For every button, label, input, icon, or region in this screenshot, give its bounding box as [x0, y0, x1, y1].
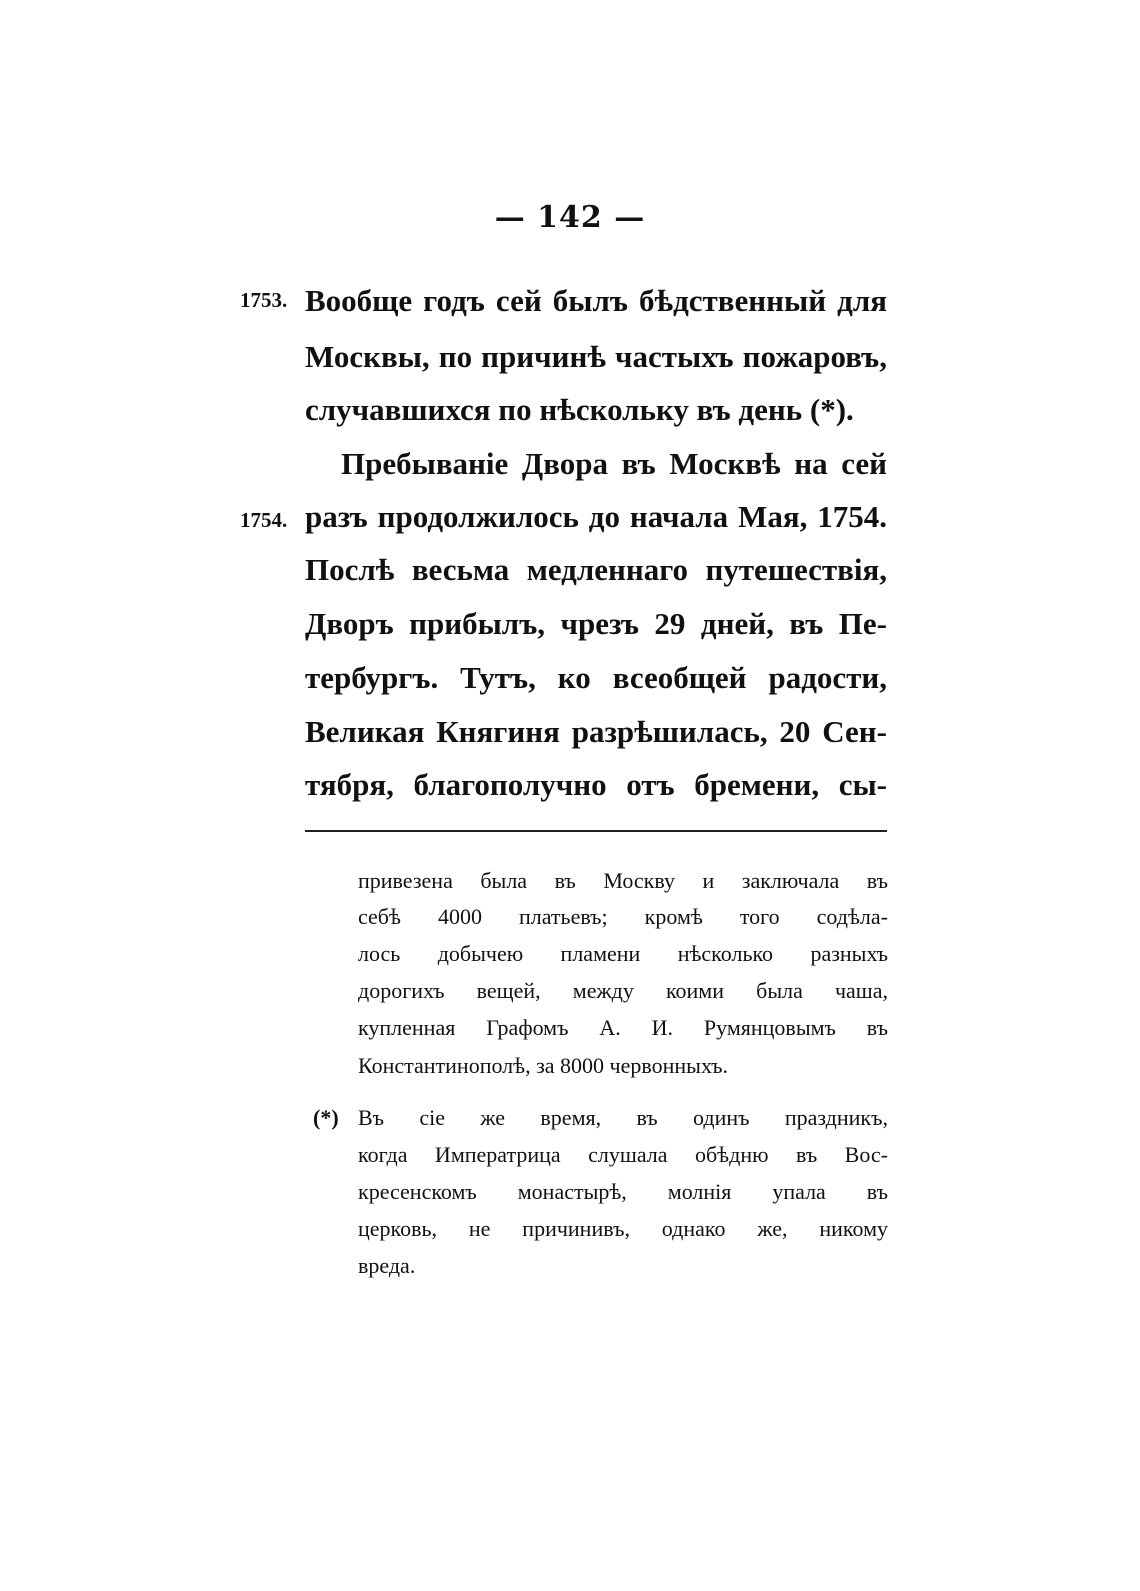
footnote-line: привезена была въ Москву и заключала въ — [358, 868, 888, 893]
footnote-line: дорогихъ вещей, между коими была чаша, — [358, 978, 888, 1003]
footnote-marker: (*) — [313, 1105, 339, 1130]
main-text-line: разъ продолжилось до начала Мая, 1754. — [305, 499, 887, 534]
main-text-line: Пребываніе Двора въ Москвѣ на сей — [341, 446, 887, 481]
footnote-line: Въ сіе же время, въ одинъ праздникъ, — [358, 1105, 888, 1130]
main-text-line: тября, благополучно отъ бремени, сы- — [305, 767, 887, 802]
main-text-line: Вообще годъ сей былъ бѣдственный для — [305, 283, 887, 318]
footnote-line: вреда. — [358, 1253, 416, 1278]
page-number: — 142 — — [494, 200, 646, 235]
footnote-line: когда Императрица слушала обѣдню въ Вос- — [358, 1142, 888, 1167]
margin-year-1754: 1754. — [240, 508, 288, 532]
footnote-line: себѣ 4000 платьевъ; кромѣ того содѣла- — [358, 904, 888, 929]
footnote-line: лось добычею пламени нѣсколько разныхъ — [358, 941, 888, 966]
main-text-line: тербургъ. Тутъ, ко всеобщей радости, — [305, 660, 887, 695]
margin-year-1753: 1753. — [240, 288, 288, 312]
footnote-line: купленная Графомъ А. И. Румянцовымъ въ — [358, 1015, 888, 1040]
main-text-line: Москвы, по причинѣ частыхъ пожаровъ, — [305, 339, 887, 374]
main-text-line: случавшихся по нѣскольку въ день (*). — [305, 392, 854, 427]
footnote-line: Константинополѣ, за 8000 червонныхъ. — [358, 1053, 728, 1078]
footnote-line: церковь, не причинивъ, однако же, никому — [358, 1216, 888, 1241]
footnote-line: кресенскомъ монастырѣ, молнія упала въ — [358, 1179, 888, 1204]
footnote-divider — [305, 830, 887, 832]
main-text-line: Великая Княгиня разрѣшилась, 20 Сен- — [305, 714, 887, 749]
main-text-line: Дворъ прибылъ, чрезъ 29 дней, въ Пе- — [305, 606, 887, 641]
main-text-line: Послѣ весьма медленнаго путешествія, — [305, 552, 887, 587]
